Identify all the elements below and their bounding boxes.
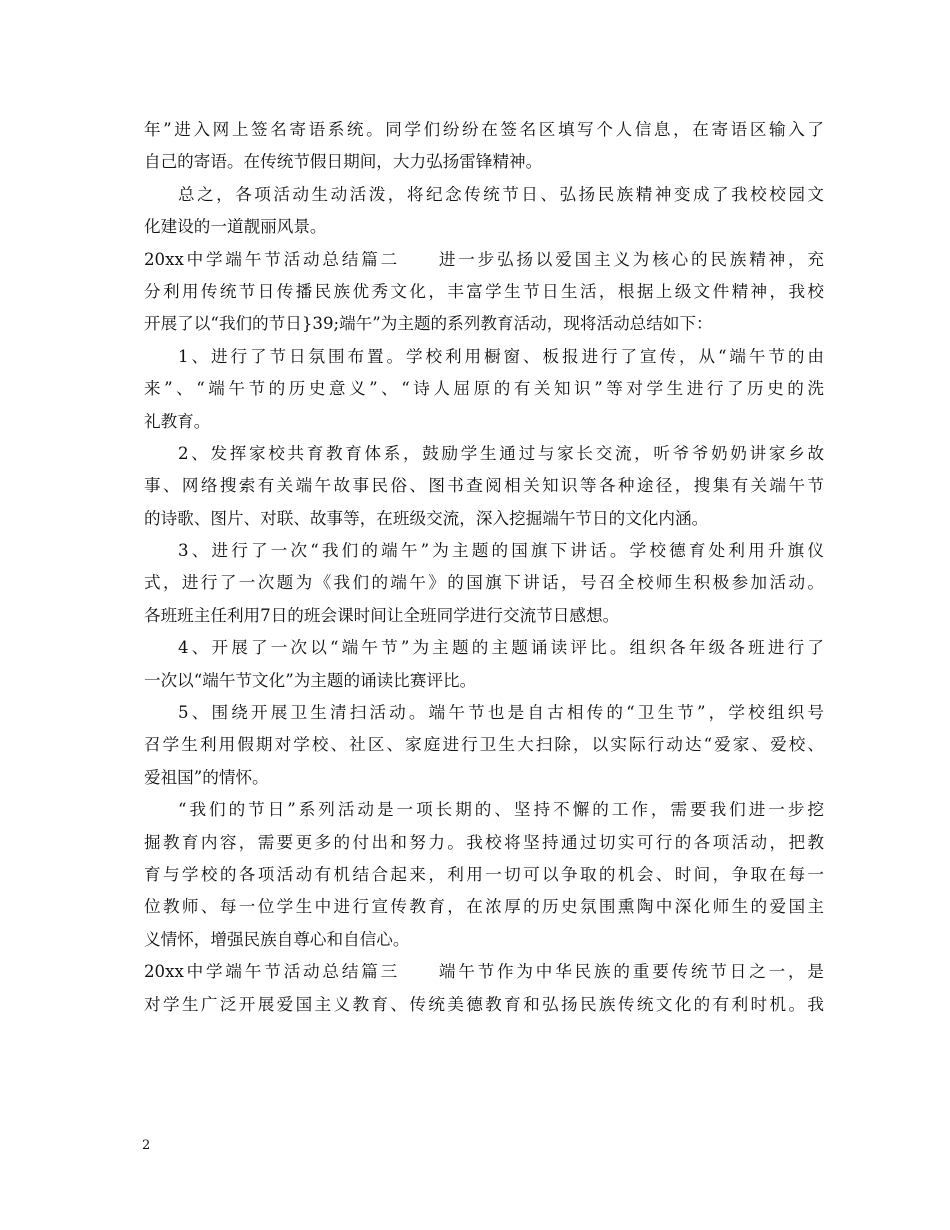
text-line: 事、网络搜索有关端午故事民俗、图书查阅相关知识等各种途径，搜集有关端午节 <box>144 476 824 496</box>
text-line: 20xx中学端午节活动总结篇三 端午节作为中华民族的重要传统节日之一，是 <box>144 962 824 982</box>
text-line: 礼教育。 <box>144 411 211 431</box>
page-number: 2 <box>142 1138 151 1153</box>
text-line: 位教师、每一位学生中进行宣传教育，在浓厚的历史氛围熏陶中深化师生的爱国主 <box>144 897 824 917</box>
text-line: 2、发挥家校共育教育体系，鼓励学生通过与家长交流，听爷爷奶奶讲家乡故 <box>178 443 824 463</box>
text-line: 5、围绕开展卫生清扫活动。端午节也是自古相传的“卫生节”，学校组织号 <box>178 703 824 723</box>
text-line: 自己的寄语。在传统节假日期间，大力弘扬雷锋精神。 <box>144 152 543 172</box>
text-line: 育与学校的各项活动有机结合起来，利用一切可以争取的机会、时间，争取在每一 <box>144 864 824 884</box>
text-line: 义情怀，增强民族自尊心和自信心。 <box>144 929 410 949</box>
text-line: 来”、“端午节的历史意义”、“诗人屈原的有关知识”等对学生进行了历史的洗 <box>144 379 824 399</box>
text-line: 的诗歌、图片、对联、故事等，在班级交流，深入挖掘端午节日的文化内涵。 <box>144 508 709 528</box>
text-line: 年”进入网上签名寄语系统。同学们纷纷在签名区填写个人信息，在寄语区输入了 <box>144 120 824 139</box>
text-line: 化建设的一道靓丽风景。 <box>144 217 327 237</box>
text-line: 分利用传统节日传播民族优秀文化，丰富学生节日生活，根据上级文件精神，我校 <box>144 281 824 301</box>
text-line: 式，进行了一次题为《我们的端午》的国旗下讲话，号召全校师生积极参加活动。 <box>144 573 824 593</box>
document-body <box>144 114 824 1021</box>
text-line: 20xx中学端午节活动总结篇二 进一步弘扬以爱国主义为核心的民族精神，充 <box>144 249 824 269</box>
text-line: 各班班主任利用7日的班会课时间让全班同学进行交流节日感想。 <box>144 605 620 625</box>
text-line: 1、进行了节日氛围布置。学校利用橱窗、板报进行了宣传，从“端午节的由 <box>178 346 824 366</box>
text-line: 一次以“端午节文化”为主题的诵读比赛评比。 <box>144 670 477 690</box>
text-line: 爱祖国”的情怀。 <box>144 767 269 787</box>
text-line: “我们的节日”系列活动是一项长期的、坚持不懈的工作，需要我们进一步挖 <box>178 800 824 820</box>
text-line: 召学生利用假期对学校、社区、家庭进行卫生大扫除，以实际行动达“爱家、爱校、 <box>144 735 824 755</box>
text-line: 总之，各项活动生动活泼，将纪念传统节日、弘扬民族精神变成了我校校园文 <box>178 184 824 204</box>
text-line: 对学生广泛开展爱国主义教育、传统美德教育和弘扬民族传统文化的有利时机。我 <box>144 994 824 1014</box>
text-line: 4、开展了一次以“端午节”为主题的主题诵读评比。组织各年级各班进行了 <box>178 638 824 658</box>
text-line: 掘教育内容，需要更多的付出和努力。我校将坚持通过切实可行的各项活动，把教 <box>144 832 824 852</box>
text-line: 3、进行了一次“我们的端午”为主题的国旗下讲话。学校德育处利用升旗仪 <box>178 541 824 561</box>
text-line: 开展了以“我们的节日}39;端午”为主题的系列教育活动，现将活动总结如下： <box>144 314 713 334</box>
